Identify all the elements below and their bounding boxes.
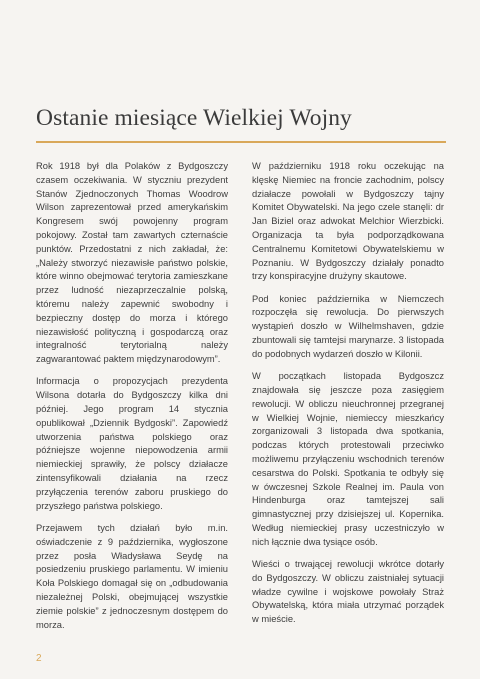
paragraph: Wieści o trwającej rewolucji wkrótce dotarły do Bydgoszczy. W obliczu zaistniałej sytuacji władze cywilne i wojskowe powołały Straż Obywatelską, która miała utrzymać porządek w mieście.: [252, 559, 444, 625]
paragraph: Informacja o propozycjach prezydenta Wilsona dotarła do Bydgoszczy kilka dni później. Jego program 14 stycznia opublikował „Dziennik Bydgoski”. Zapowiedź utworzenia państwa polskiego oraz późniejsze wojenne niepowodzenia armii niemieckiej sprawiły, że polscy działacze zintensyfikowali działania na rzecz przyłączenia terenów zaboru pruskiego do przyszłego państwa polskiego.: [36, 376, 228, 511]
right-column: [252, 160, 444, 636]
left-column: [36, 160, 228, 641]
paragraph: Rok 1918 był dla Polaków z Bydgoszczy czasem oczekiwania. W styczniu prezydent Stanów Zjednoczonych Thomas Woodrow Wilson zaprezentował przed amerykańskim Kongresem swój powojenny program pokojowy. Został tam zawartych czternaście punktów. Przedostatni z nich zakładał, że: „Należy stworzyć niezawisłe państwo polskie, które winno obejmować terytoria zamieszkane przez ludność niezaprzeczalnie polską, któremu należy zapewnić swobodny i bezpieczny dostęp do morza i którego niezawisłość polityczną i gospodarczą oraz integralność terytorialną należy zagwarantować paktem międzynarodowym”.: [36, 161, 228, 365]
paragraph: W październiku 1918 roku oczekując na klęskę Niemiec na froncie zachodnim, polscy działacze powołali w Bydgoszczy tajny Komitet Obywatelski. Na jego czele stanęli: dr Jan Biziel oraz adwokat Melchior Wierzbicki. Organizacja ta była podporządkowana Centralnemu Komitetowi Obywatelskiemu w Poznaniu. W Bydgoszczy działały ponadto trzy konspiracyjne drużyny skautowe.: [252, 161, 444, 282]
page-number: 2: [36, 653, 42, 664]
paragraph: Pod koniec października w Niemczech rozpoczęła się rewolucja. Do pierwszych wystąpień doszło w Wilhelmshaven, gdzie zbuntowali się tamtejsi marynarze. 3 listopada do podobnych wydarzeń doszło w Kilonii.: [252, 293, 444, 359]
paragraph: Przejawem tych działań było m.in. oświadczenie z 9 października, wygłoszone przez posła Władysława Seydę na posiedzeniu pruskiego parlamentu. W imieniu Koła Polskiego domagał się on „odbudowania niezależnej Polski, obejmującej wszystkie ziemie polskie” z jednoczesnym dostępem do morza.: [36, 522, 228, 630]
title-divider: [36, 141, 446, 143]
paragraph: W początkach listopada Bydgoszcz znajdowała się jeszcze poza zasięgiem rewolucji. W obliczu nieuchronnej przegranej w Wielkiej Wojnie, niemieccy mieszkańcy zorganizowali 3 listopada dwa spotkania, podczas których protestowali przeciwko możliwemu przyłączeniu wschodnich terenów cesarstwa do Polski. Spotkania te odbyły się w ówczesnej Szkole Realnej im. Paula von Hindenburga oraz tamtejszej sali gimnastycznej przy dzisiejszej ul. Kopernika. Według niemieckiej prasy uczestniczyło w nich łącznie dwa tysiące osób.: [252, 371, 444, 547]
page-title: Ostanie miesiące Wielkiej Wojny: [36, 105, 352, 131]
